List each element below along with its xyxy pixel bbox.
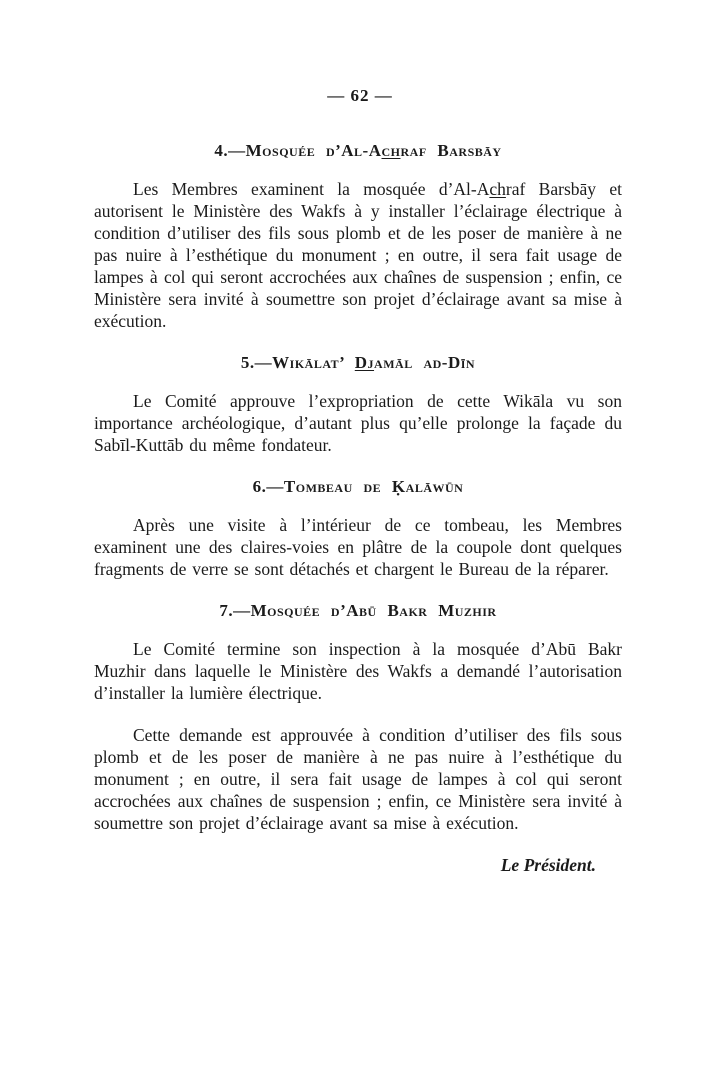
text-segment: 6.—Tombeau de Ḳalāwūn xyxy=(252,477,464,496)
page-number: — 62 — xyxy=(327,86,393,105)
section-7-paragraph-2 xyxy=(94,724,622,834)
text-segment: 5.—Wikālat’ xyxy=(240,353,355,372)
section-5-heading xyxy=(94,352,622,374)
section-7-paragraph-1 xyxy=(94,638,622,704)
text-segment: Après une visite à l’intérieur de ce tombeau, les Membres examinent une des claires-voies en plâtre de la coupole dont quelques fragments de verre se sont détachés et chargent le Bureau de la réparer. xyxy=(94,515,622,579)
text-segment: Cette demande est approuvée à condition d’utiliser des fils sous plomb et de les poser de manière à ne pas nuire à l’esthétique du monument ; en outre, il sera fait usage de lampes à col qui seront accrochées aux chaînes de suspension ; enfin, ce Ministère sera invité à soumettre son projet d’éclairage avant sa mise à exécution. xyxy=(94,725,622,833)
section-6-paragraph-1 xyxy=(94,514,622,580)
text-segment: 7.—Mosquée d’Abū Bakr Muzhir xyxy=(219,601,497,620)
section-7-heading xyxy=(94,600,622,622)
section-5-paragraph-1 xyxy=(94,390,622,456)
text-segment: amāl ad-Dīn xyxy=(374,353,476,372)
text-segment: raf Barsbāy et autorisent le Ministère des Wakfs à y installer l’éclairage électrique à condition d’utiliser des fils sous plomb et de les poser de manière à ne pas nuire à l’esthétique du monument ; en outre, il sera fait usage de lampes à col qui seront accrochées aux chaînes de suspension ; enfin, ce Ministère sera invité à soumettre son projet d’éclairage avant sa mise à exécution. xyxy=(94,179,622,331)
text-segment: Le Comité termine son inspection à la mosquée d’Abū Bakr Muzhir dans laquelle le Ministère des Wakfs a demandé l’autorisation d’installer la lumière électrique. xyxy=(94,639,622,703)
text-segment: Les Membres examinent la mosquée d’Al-A xyxy=(133,179,490,199)
section-6-heading xyxy=(94,476,622,498)
section-4-paragraph-1 xyxy=(94,178,622,332)
underlined-transliteration: ch xyxy=(489,179,506,199)
section-4-heading xyxy=(94,140,622,162)
page-content xyxy=(94,140,622,876)
text-segment: raf Barsbāy xyxy=(400,141,502,160)
underlined-transliteration: Dj xyxy=(354,353,375,372)
text-segment: 4.—Mosquée d’Al-A xyxy=(214,141,382,160)
signature-line: Le Président. xyxy=(500,855,596,875)
text-segment: Le Comité approuve l’expropriation de cette Wikāla vu son importance archéologique, d’autant plus qu’elle prolonge la façade du Sabīl-Kuttāb du même fondateur. xyxy=(94,391,622,455)
underlined-transliteration: ch xyxy=(381,141,401,160)
